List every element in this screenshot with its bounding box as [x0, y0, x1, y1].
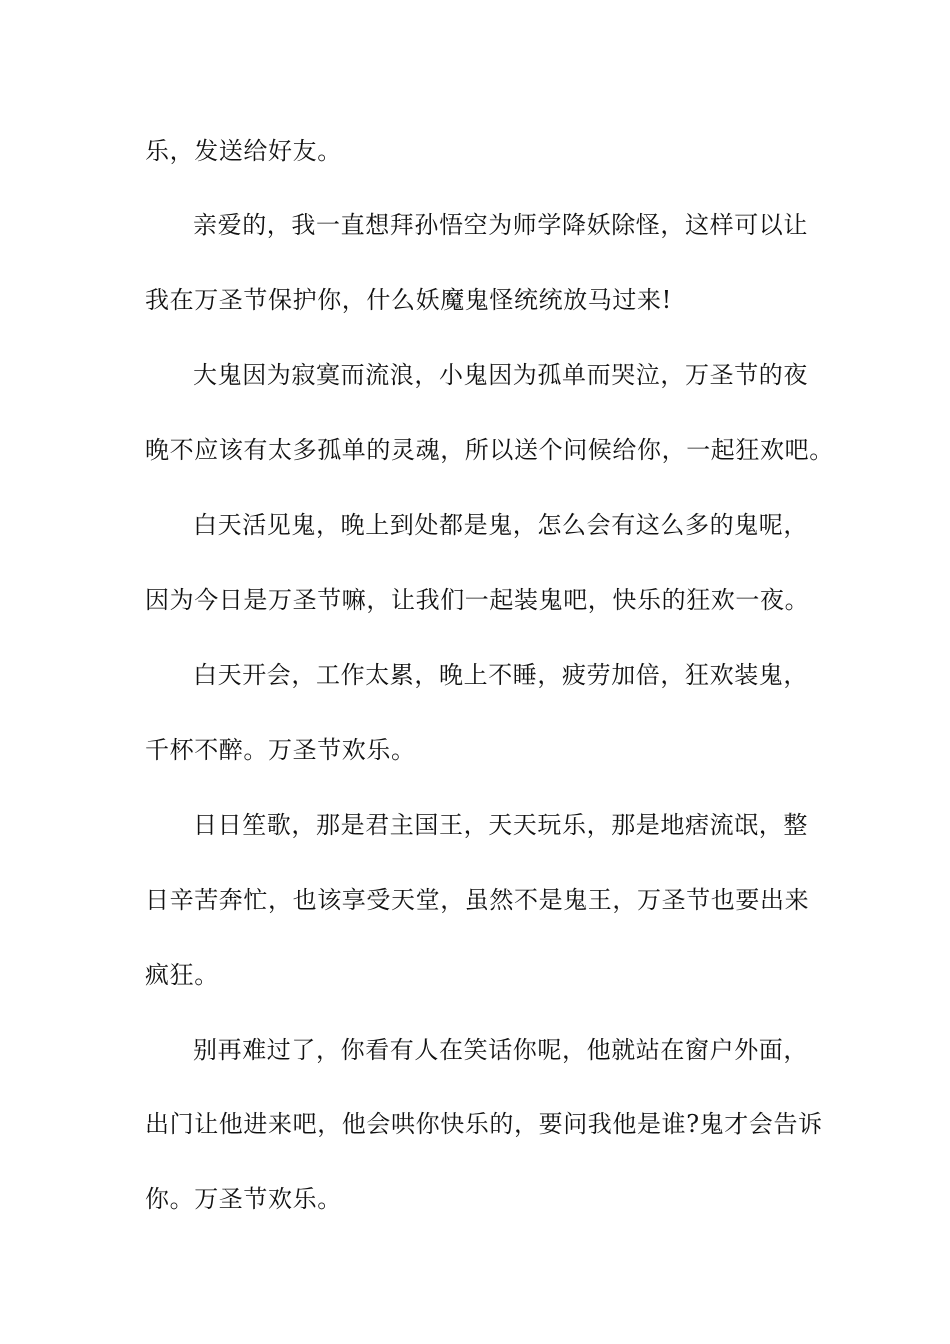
text-line: 因为今日是万圣节嘛，让我们一起装鬼吧，快乐的狂欢一夜。 [145, 586, 810, 614]
text-line: 晚不应该有太多孤单的灵魂，所以送个问候给你，一起狂欢吧。 [145, 436, 834, 464]
text-line: 我在万圣节保护你，什么妖魔鬼怪统统放马过来! [145, 286, 672, 314]
text-line: 乐，发送给好友。 [145, 137, 342, 165]
text-line: 日辛苦奔忙，也该享受天堂，虽然不是鬼王，万圣节也要出来 [145, 886, 810, 914]
text-line: 出门让他进来吧，他会哄你快乐的，要问我他是谁?鬼才会告诉 [145, 1110, 823, 1138]
paragraph-first-line: 白天活见鬼，晚上到处都是鬼，怎么会有这么多的鬼呢， [193, 511, 808, 539]
text-line: 千杯不醉。万圣节欢乐。 [145, 736, 416, 764]
text-line: 你。万圣节欢乐。 [145, 1185, 342, 1213]
paragraph-first-line: 日日笙歌，那是君主国王，天天玩乐，那是地痞流氓，整 [193, 811, 808, 839]
paragraph-first-line: 亲爱的，我一直想拜孙悟空为师学降妖除怪，这样可以让 [193, 211, 808, 239]
paragraph-first-line: 别再难过了，你看有人在笑话你呢，他就站在窗户外面， [193, 1036, 808, 1064]
paragraph-first-line: 大鬼因为寂寞而流浪，小鬼因为孤单而哭泣，万圣节的夜 [193, 361, 808, 389]
paragraph-first-line: 白天开会，工作太累，晚上不睡，疲劳加倍，狂欢装鬼， [193, 661, 808, 689]
text-line: 疯狂。 [145, 961, 219, 989]
